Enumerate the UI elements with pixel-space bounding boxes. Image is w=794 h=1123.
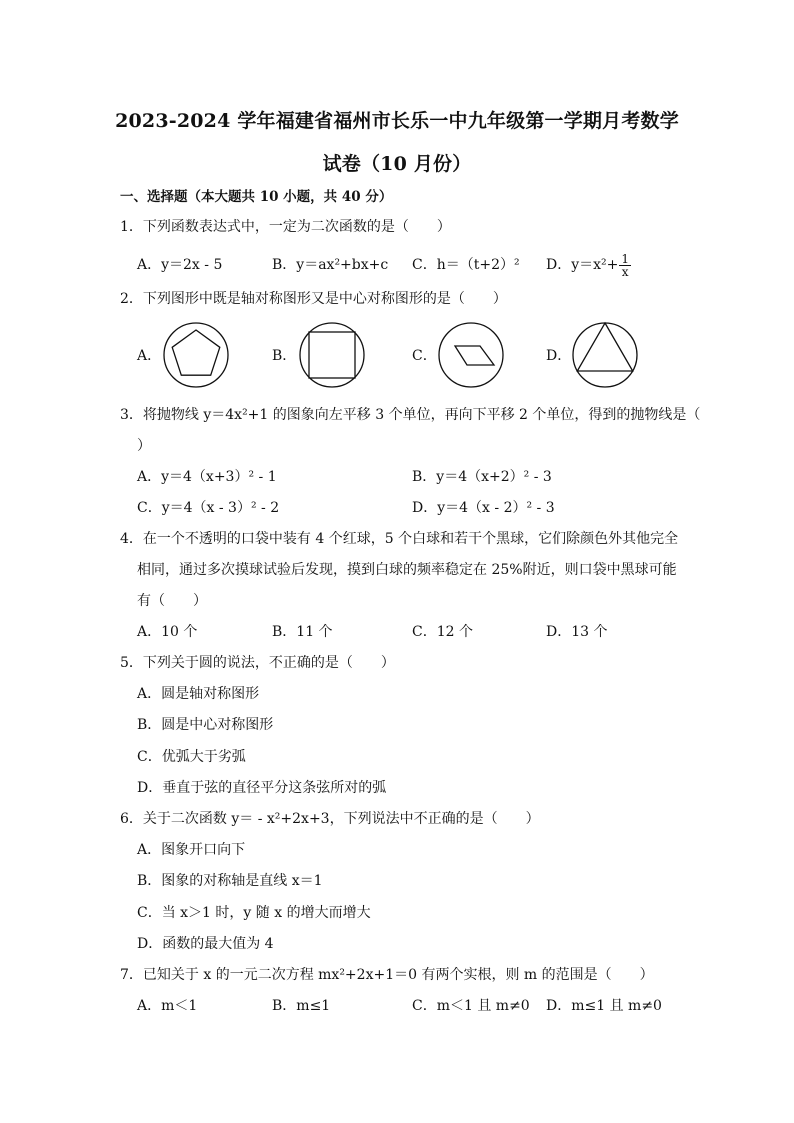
q6-option-c: C．当 x＞1 时，y 随 x 的增大而增大 (137, 905, 371, 921)
q3-option-b: B．y＝4（x+2）² - 3 (412, 469, 552, 485)
pentagon-in-circle-figure (161, 320, 231, 390)
parallelogram-in-circle-figure (436, 320, 506, 390)
q4-stem-line2: 相同，通过多次摸球试验后发现，摸到白球的频率稳定在 25%附近，则口袋中黑球可能 (137, 562, 677, 578)
q3-option-a: A．y＝4（x+3）² - 1 (137, 469, 277, 485)
q7-option-d: D．m≤1 且 m≠0 (546, 998, 662, 1014)
q6-option-a: A．图象开口向下 (137, 842, 246, 858)
q5-option-a: A．圆是轴对称图形 (137, 686, 260, 702)
q7-option-b: B．m≤1 (272, 998, 331, 1014)
q3-option-d: D．y＝4（x - 2）² - 3 (412, 500, 555, 516)
q2-option-b: B． (272, 348, 297, 364)
triangle-in-circle-figure (570, 320, 640, 390)
q5-stem: 5．下列关于圆的说法，不正确的是（ ） (120, 655, 395, 671)
section-heading: 一、选择题（本大题共 10 小题，共 40 分） (120, 189, 393, 205)
fraction-denominator: x (621, 264, 629, 279)
q1-option-c: C．h＝（t+2）² (412, 257, 520, 273)
fraction-numerator: 1 (621, 251, 630, 266)
q4-stem-line1: 4．在一个不透明的口袋中装有 4 个红球，5 个白球和若干个黑球，它们除颜色外其他完全 (120, 531, 679, 547)
q2-option-c: C． (412, 348, 437, 364)
q3-stem-line1: 3．将抛物线 y＝4x²+1 的图象向左平移 3 个单位，再向下平移 2 个单位，得到的抛物线是（ (120, 407, 701, 423)
q1-stem: 1．下列函数表达式中，一定为二次函数的是（ ） (120, 219, 451, 235)
q2-stem: 2．下列图形中既是轴对称图形又是中心对称图形的是（ ） (120, 291, 507, 307)
q1-option-d-text: D．y＝x²+ (546, 257, 619, 273)
q1-option-a: A．y＝2x - 5 (137, 257, 223, 273)
q7-option-a: A．m＜1 (137, 998, 198, 1014)
q3-stem-line2: ） (137, 438, 151, 454)
q7-stem: 7．已知关于 x 的一元二次方程 mx²+2x+1＝0 有两个实根，则 m 的范围是（ ） (120, 967, 654, 983)
q6-option-b: B．图象的对称轴是直线 x＝1 (137, 873, 323, 889)
q4-option-b: B．11 个 (272, 624, 333, 640)
q2-option-a: A． (137, 348, 162, 364)
q1-option-b: B．y＝ax²+bx+c (272, 257, 389, 273)
q5-option-d: D．垂直于弦的直径平分这条弦所对的弧 (137, 780, 387, 796)
q2-option-d: D． (546, 348, 572, 364)
q5-option-b: B．圆是中心对称图形 (137, 717, 274, 733)
q5-option-c: C．优弧大于劣弧 (137, 749, 246, 765)
q4-option-c: C．12 个 (412, 624, 473, 640)
exam-title-line2: 试卷（10 月份） (322, 153, 472, 175)
q4-option-d: D．13 个 (546, 624, 608, 640)
q4-option-a: A．10 个 (137, 624, 198, 640)
q6-option-d: D．函数的最大值为 4 (137, 936, 274, 952)
q1-option-d (546, 247, 631, 283)
q3-option-c: C．y＝4（x - 3）² - 2 (137, 500, 280, 516)
square-in-circle-figure (297, 320, 367, 390)
exam-title-line1: 2023-2024 学年福建省福州市长乐一中九年级第一学期月考数学 (115, 110, 679, 132)
q7-option-c: C．m＜1 且 m≠0 (412, 998, 530, 1014)
q4-stem-line3: 有（ ） (137, 593, 207, 609)
q1-option-d-fraction (619, 253, 631, 278)
q6-stem: 6．关于二次函数 y＝ - x²+2x+3，下列说法中不正确的是（ ） (120, 811, 540, 827)
